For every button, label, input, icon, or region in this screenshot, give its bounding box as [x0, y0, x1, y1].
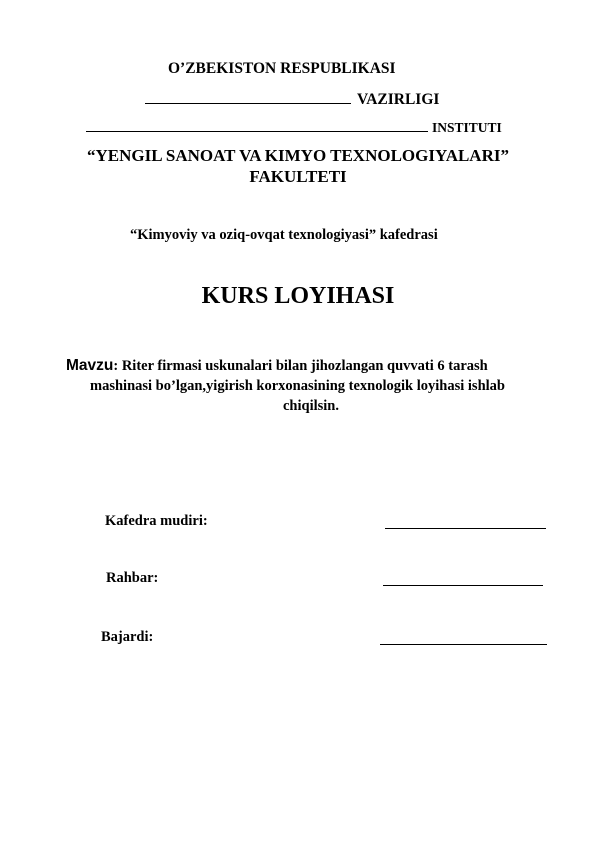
- head-of-department-signature-line: [385, 528, 546, 529]
- institute-blank: [86, 119, 428, 132]
- document-title: KURS LOYIHASI: [201, 283, 395, 309]
- topic-line-1: : Riter firmasi uskunalari bilan jihozlangan quvvati 6 tarash: [113, 358, 488, 374]
- ministry-suffix: VAZIRLIGI: [357, 91, 440, 108]
- topic-block: [66, 356, 546, 416]
- republic-heading: O’ZBEKISTON RESPUBLIKASI: [168, 60, 396, 77]
- ministry-line: [145, 90, 439, 109]
- ministry-blank: [145, 90, 351, 104]
- advisor-signature-line: [383, 585, 543, 586]
- topic-line-3: chiqilsin.: [282, 398, 339, 414]
- topic-label: Mavzu: [66, 357, 114, 374]
- faculty-word: FAKULTETI: [249, 167, 347, 186]
- head-of-department-label: Kafedra mudiri:: [105, 513, 208, 529]
- author-signature-line: [380, 644, 547, 645]
- advisor-label: Rahbar:: [106, 570, 159, 586]
- faculty-name: “YENGIL SANOAT VA KIMYO TEXNOLOGIYALARI”: [87, 146, 509, 165]
- department-name: “Kimyoviy va oziq-ovqat texnologiyasi” kafedrasi: [130, 227, 438, 243]
- author-label: Bajardi:: [101, 629, 154, 645]
- institute-line: [86, 119, 502, 136]
- institute-suffix: INSTITUTI: [432, 120, 502, 135]
- topic-line-2: mashinasi bo’lgan,yigirish korxonasining texnologik loyihasi ishlab: [90, 378, 505, 394]
